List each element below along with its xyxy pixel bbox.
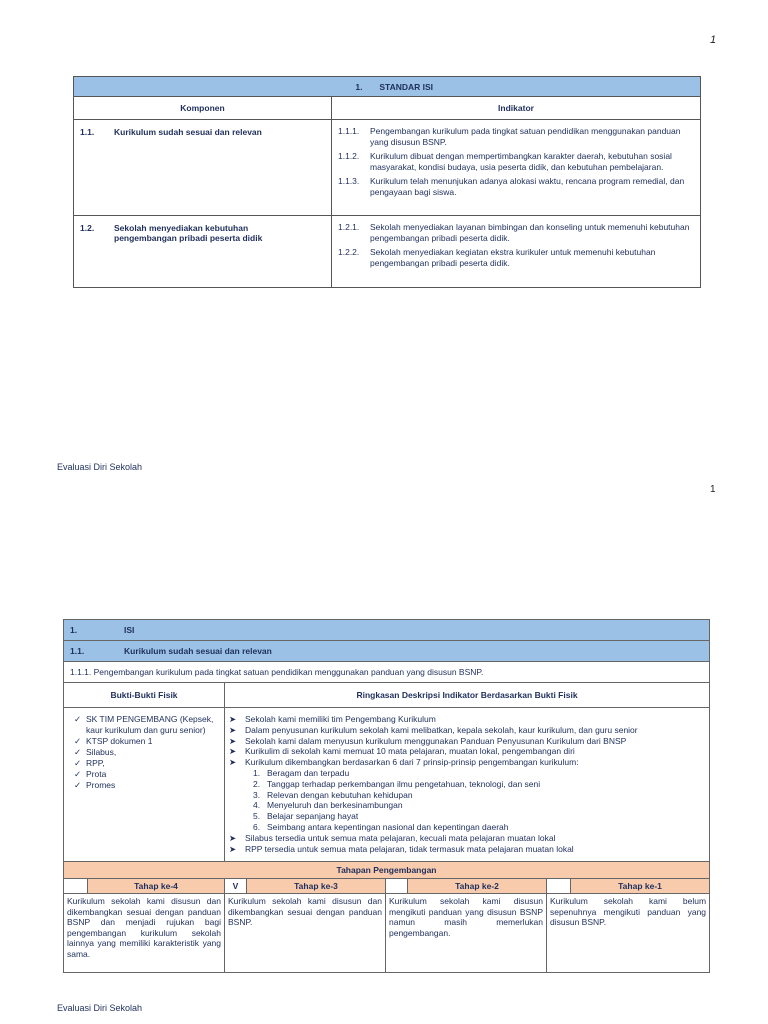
tahap-mark-box[interactable]: V — [225, 879, 247, 894]
check-icon: ✓ — [74, 736, 82, 746]
prinsip-text: Seimbang antara kepentingan nasional dan kepentingan daerah — [267, 821, 509, 832]
page-footer: Evaluasi Diri Sekolah — [57, 462, 143, 472]
komponen-label: Kurikulum sudah sesuai dan relevan — [114, 127, 262, 137]
ringkasan-item — [229, 757, 705, 768]
sub-component-number: 1.1. — [70, 646, 85, 656]
prinsip-text: Belajar sepanjang hayat — [267, 811, 359, 822]
tahap-mark-box[interactable] — [547, 879, 571, 894]
standar-isi-table — [73, 76, 701, 288]
table-title-text: STANDAR ISI — [379, 81, 434, 92]
page-number: 1 — [710, 34, 717, 46]
indicator-text: Kurikulum dibuat dengan mempertimbangkan karakter daerah, kebutuhan sosial masyarakat, kondisi budaya, usia peserta didik, dan kebutuhan pembelajaran. — [370, 151, 672, 172]
arrow-bullet-icon: ➤ — [229, 832, 237, 843]
prinsip-item — [229, 790, 705, 801]
indicator-item — [338, 176, 694, 197]
tahap-description: Kurikulum sekolah kami belum sepenuhnya mengikuti panduan yang disusun BSNP. — [547, 894, 710, 973]
indicator-text: Kurikulum telah menunjukan adanya alokasi waktu, rencana program remedial, dan pengayaan bagi siswa. — [370, 176, 685, 197]
check-icon: ✓ — [74, 714, 82, 724]
indicator-number: 1.1.1. — [338, 126, 360, 136]
bukti-text: Promes — [86, 780, 116, 790]
tahap-description: Kurikulum sekolah kami disusun dan dikembangkan sesuai dengan panduan BSNP. — [225, 894, 386, 973]
komponen-label: Sekolah menyediakan kebutuhan — [114, 223, 249, 233]
komponen-number: 1.2. — [80, 223, 95, 233]
arrow-bullet-icon: ➤ — [229, 746, 237, 757]
bukti-text: RPP, — [86, 758, 105, 768]
ringkasan-text: RPP tersedia untuk semua mata pelajaran, tidak termasuk mata pelajaran muatan lokal — [245, 843, 574, 854]
bukti-text: SK TIM PENGEMBANG (Kepsek, kaur kurikulum dan guru senior) — [86, 714, 214, 735]
ringkasan-item — [229, 714, 705, 725]
bukti-text: Prota — [86, 769, 107, 779]
arrow-bullet-icon: ➤ — [229, 757, 237, 768]
indicator-item — [338, 247, 694, 268]
ringkasan-item — [229, 746, 705, 757]
prinsip-item — [229, 811, 705, 822]
arrow-bullet-icon: ➤ — [229, 735, 237, 746]
indikator-cell — [332, 216, 701, 288]
komponen-cell — [74, 120, 332, 216]
column-header-komponen: Komponen — [74, 97, 332, 120]
tahap-description: Kurikulum sekolah kami disusun mengikuti panduan yang disusun BSNP namun masih memerlukan pengembangan. — [386, 894, 547, 973]
prinsip-item — [229, 800, 705, 811]
prinsip-text: Menyeluruh dan berkesinambungan — [267, 800, 403, 811]
table-title-number: 1. — [355, 81, 363, 92]
prinsip-number: 2. — [253, 778, 261, 789]
table-title-number: 1. — [70, 625, 78, 635]
arrow-bullet-icon: ➤ — [229, 843, 237, 854]
ringkasan-text: Dalam penyusunan kurikulum sekolah kami melibatkan, kepala sekolah, kaur kurikulum, dan guru senior — [245, 724, 638, 735]
bukti-item — [74, 736, 220, 747]
tahap-label: Tahap ke-1 — [571, 879, 710, 894]
indicator-text: Sekolah menyediakan layanan bimbingan dan konseling untuk memenuhi kebutuhan pengembangan pribadi peserta didik. — [370, 222, 690, 243]
tahap-mark-box[interactable] — [64, 879, 88, 894]
tahapan-title: Tahapan Pengembangan — [64, 862, 710, 879]
arrow-bullet-icon: ➤ — [229, 714, 237, 724]
arrow-bullet-icon: ➤ — [229, 724, 237, 735]
indicator-number: 1.1.3. — [338, 176, 360, 186]
indicator-text: Sekolah menyediakan kegiatan ekstra kurikuler untuk memenuhi kebutuhan pengembangan pribadi peserta didik. — [370, 247, 656, 268]
ringkasan-item — [229, 725, 705, 736]
indicator-item — [338, 151, 694, 172]
ringkasan-text: Kurikulim di sekolah kami memuat 10 mata pelajaran, muatan lokal, pengembangan diri — [245, 746, 575, 757]
tahap-label: Tahap ke-2 — [408, 879, 547, 894]
komponen-label-line2: pengembangan pribadi peserta didik — [114, 233, 263, 243]
komponen-cell — [74, 216, 332, 288]
tahap-label: Tahap ke-4 — [88, 879, 225, 894]
page-number: 1 — [710, 484, 716, 495]
tahap-mark-box[interactable] — [386, 879, 408, 894]
check-icon: ✓ — [74, 780, 82, 790]
table-title-text: ISI — [124, 625, 135, 635]
isi-evaluation-table — [63, 619, 710, 973]
page-footer: Evaluasi Diri Sekolah — [57, 1003, 143, 1013]
prinsip-item — [229, 779, 705, 790]
bukti-item — [74, 780, 220, 791]
bukti-item — [74, 714, 220, 736]
ringkasan-text: Sekolah kami memiliki tim Pengembang Kurikulum — [245, 714, 436, 724]
column-header-ringkasan: Ringkasan Deskripsi Indikator Berdasarkan Bukti Fisik — [225, 683, 710, 708]
indikator-cell — [332, 120, 701, 216]
bukti-fisik-cell — [64, 708, 225, 862]
column-header-bukti: Bukti-Bukti Fisik — [64, 683, 225, 708]
prinsip-number: 1. — [253, 767, 261, 778]
prinsip-text: Tanggap terhadap perkembangan ilmu pengetahuan, teknologi, dan seni — [267, 778, 541, 789]
check-icon: ✓ — [74, 747, 82, 757]
sub-component-text: Kurikulum sudah sesuai dan relevan — [124, 646, 272, 656]
ringkasan-text: Kurikulum dikembangkan berdasarkan 6 dari 7 prinsip-prinsip pengembangan kurikulum: — [245, 757, 579, 768]
sub-component-title — [64, 641, 710, 662]
bukti-item — [74, 769, 220, 780]
prinsip-number: 5. — [253, 811, 261, 822]
tahap-label: Tahap ke-3 — [247, 879, 386, 894]
ringkasan-text: Sekolah kami dalam menyusun kurikulum menggunakan Panduan Penyusunan Kurikulum dari BNSP — [245, 735, 627, 746]
table-title — [64, 620, 710, 641]
table-title — [74, 77, 701, 97]
indicator-item — [338, 222, 694, 243]
prinsip-number: 6. — [253, 821, 261, 832]
indicator-row: 1.1.1. Pengembangan kurikulum pada tingkat satuan pendidikan menggunakan panduan yang disusun BSNP. — [64, 662, 710, 683]
ringkasan-cell — [225, 708, 710, 862]
komponen-number: 1.1. — [80, 127, 95, 137]
bukti-item — [74, 747, 220, 758]
bukti-text: Silabus, — [86, 747, 117, 757]
prinsip-number: 4. — [253, 800, 261, 811]
column-header-indikator: Indikator — [332, 97, 701, 120]
tahap-description: Kurikulum sekolah kami disusun dan dikembangkan sesuai dengan panduan BSNP dan menjadi rujukan bagi pengembangan kurikulum sekolah lainnya yang memiliki karakteristik yang sama. — [64, 894, 225, 973]
indicator-number: 1.2.2. — [338, 247, 360, 257]
indicator-text: Pengembangan kurikulum pada tingkat satuan pendidikan menggunakan panduan yang disusun BSNP. — [370, 126, 681, 147]
indicator-number: 1.1.2. — [338, 151, 360, 161]
check-icon: ✓ — [74, 758, 82, 768]
bukti-item — [74, 758, 220, 769]
ringkasan-item — [229, 736, 705, 747]
prinsip-number: 3. — [253, 789, 261, 800]
ringkasan-item — [229, 844, 705, 855]
prinsip-item — [229, 822, 705, 833]
check-icon: ✓ — [74, 769, 82, 779]
indicator-item — [338, 126, 694, 147]
ringkasan-item — [229, 833, 705, 844]
prinsip-text: Beragam dan terpadu — [267, 767, 350, 778]
prinsip-item — [229, 768, 705, 779]
indicator-number: 1.2.1. — [338, 222, 360, 232]
ringkasan-text: Silabus tersedia untuk semua mata pelajaran, kecuali mata pelajaran muatan lokal — [245, 832, 556, 843]
bukti-text: KTSP dokumen 1 — [86, 736, 153, 746]
prinsip-text: Relevan dengan kebutuhan kehidupan — [267, 789, 413, 800]
